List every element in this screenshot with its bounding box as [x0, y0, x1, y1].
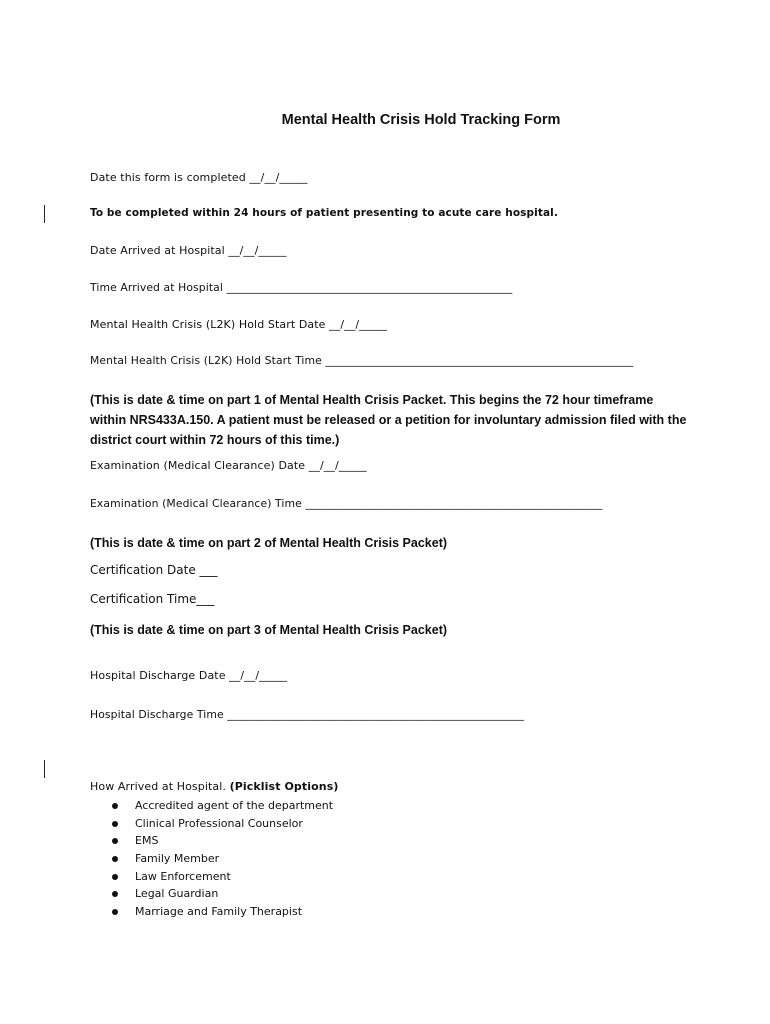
hold-start-time-field[interactable]: Mental Health Crisis (L2K) Hold Start Time ________________________________________________________	[90, 354, 634, 367]
date-completed-field[interactable]: Date this form is completed __/__/_____	[90, 171, 308, 184]
bullet-icon	[112, 856, 118, 862]
hold-start-date-field[interactable]: Mental Health Crisis (L2K) Hold Start Date __/__/_____	[90, 318, 388, 331]
text-cursor-marker	[44, 760, 45, 778]
part1-note: (This is date & time on part 1 of Mental Health Crisis Packet. This begins the 72 hour timeframe within NRS433A.150. A patient must be released or a petition for involuntary admission filed with the district court within 72 hours of this time.)	[90, 393, 687, 447]
discharge-date-field[interactable]: Hospital Discharge Date __/__/_____	[90, 669, 288, 682]
bullet-icon	[112, 874, 118, 880]
bullet-icon	[112, 803, 118, 809]
bullet-icon	[112, 821, 118, 827]
picklist-label: (Picklist Options)	[229, 780, 339, 793]
part2-note: (This is date & time on part 2 of Mental Health Crisis Packet)	[90, 536, 448, 550]
date-arrived-field[interactable]: Date Arrived at Hospital __/__/_____	[90, 244, 287, 257]
time-arrived-field[interactable]: Time Arrived at Hospital ____________________________________________________	[90, 281, 513, 294]
text-cursor-marker	[44, 205, 45, 223]
exam-date-field[interactable]: Examination (Medical Clearance) Date __/__/_____	[90, 459, 367, 472]
part3-note: (This is date & time on part 3 of Mental Health Crisis Packet)	[90, 623, 448, 637]
bullet-icon	[112, 891, 118, 897]
bullet-icon	[112, 838, 118, 844]
discharge-time-field[interactable]: Hospital Discharge Time ______________________________________________________	[90, 708, 525, 721]
form-title: Mental Health Crisis Hold Tracking Form	[281, 112, 561, 128]
bullet-icon	[112, 909, 118, 915]
list-item[interactable]: Accredited agent of the department	[90, 797, 333, 815]
arrival-question	[90, 780, 339, 793]
arrival-label: How Arrived at Hospital.	[90, 780, 230, 793]
list-item[interactable]: EMS	[90, 832, 333, 850]
certification-date-field[interactable]: Certification Date ___	[90, 563, 218, 577]
arrival-picklist	[90, 797, 333, 921]
certification-time-field[interactable]: Certification Time___	[90, 592, 215, 606]
instructions-text: To be completed within 24 hours of patient presenting to acute care hospital.	[90, 207, 558, 219]
list-item[interactable]: Legal Guardian	[90, 885, 333, 903]
list-item[interactable]: Clinical Professional Counselor	[90, 815, 333, 833]
exam-time-field[interactable]: Examination (Medical Clearance) Time ______________________________________________________	[90, 497, 603, 510]
list-item[interactable]: Law Enforcement	[90, 868, 333, 886]
list-item[interactable]: Marriage and Family Therapist	[90, 903, 333, 921]
list-item[interactable]: Family Member	[90, 850, 333, 868]
